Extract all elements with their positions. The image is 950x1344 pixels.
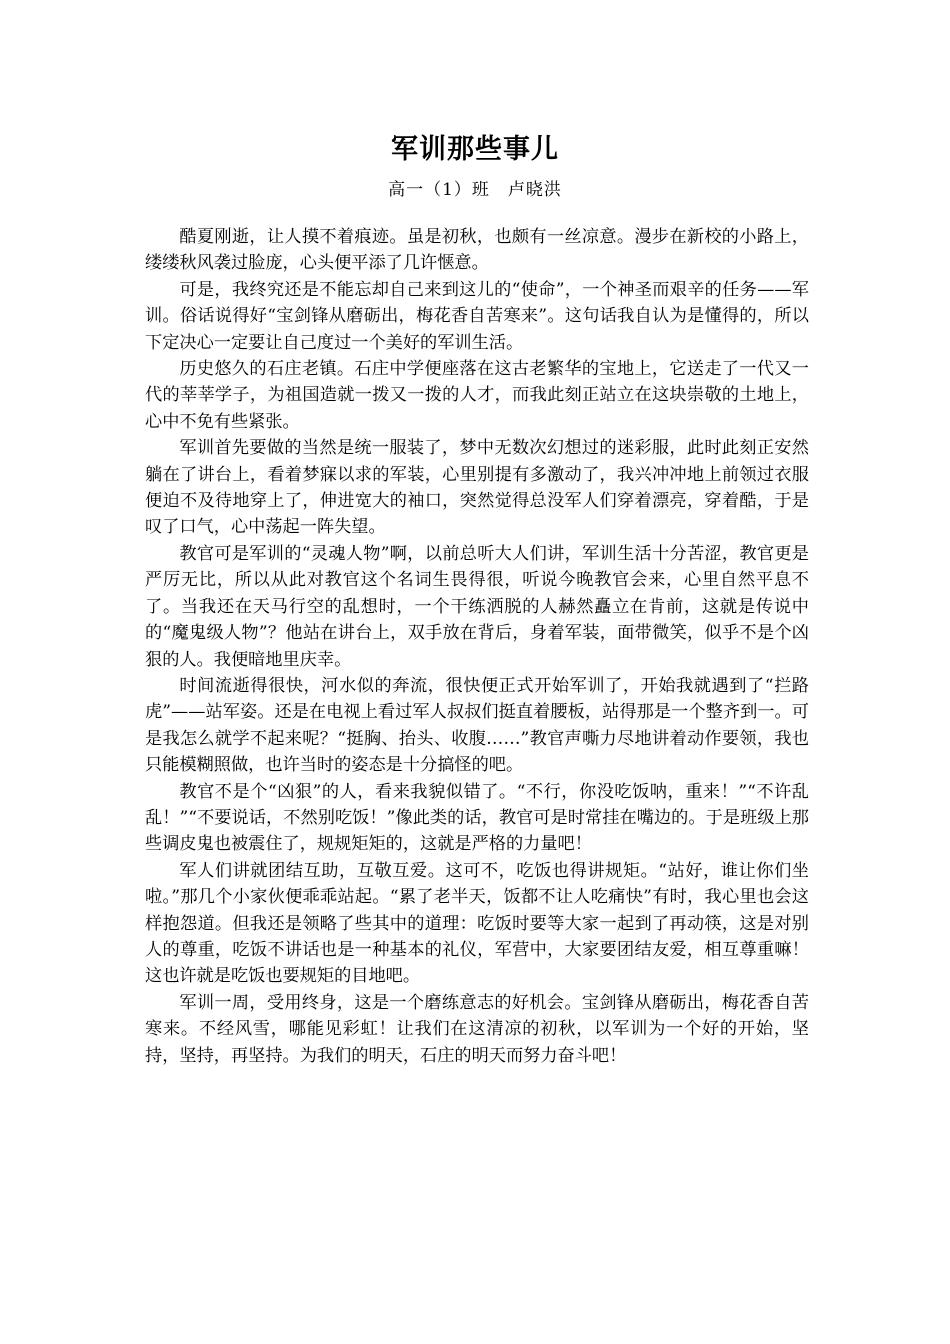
paragraph: 历史悠久的石庄老镇。石庄中学便座落在这古老繁华的宝地上，它送走了一代又一代的莘莘学子，为祖国造就一拨又一拨的人才，而我此刻正站立在这块崇敬的土地上，心中不免有些紧张。 [145, 359, 809, 432]
paragraph: 时间流逝得很快，河水似的奔流，很快便正式开始军训了，开始我就遇到了“拦路虎”——站军姿。还是在电视上看过军人叔叔们挺直着腰板，站得那是一个整齐到一。可是我怎么就学不起来呢？“挺胸、抬头、收腹……”教官声嘶力尽地讲着动作要领，我也只能模糊照做，也许当时的姿态是十分搞怪的吧。 [145, 675, 809, 776]
paragraph: 军人们讲就团结互助，互敬互爱。这可不，吃饭也得讲规矩。“站好，谁让你们坐啦。”那几个小家伙便乖乖站起。“累了老半天，饭都不让人吃痛快”有时，我心里也会这样抱怨道。但我还是领略了些其中的道理：吃饭时要等大家一起到了再动筷，这是对别人的尊重，吃饭不讲话也是一种基本的礼仪，军营中，大家要团结友爱，相互尊重嘛！这也许就是吃饭也要规矩的目地吧。 [145, 860, 809, 987]
paragraph: 酷夏刚逝，让人摸不着痕迹。虽是初秋，也颇有一丝凉意。漫步在新校的小路上，缕缕秋风袭过脸庞，心头便平添了几许惬意。 [145, 227, 809, 274]
article-body [145, 224, 809, 1069]
author-byline: 高一（1）班 卢晓洪 [388, 180, 562, 200]
document-title: 军训那些事儿 [391, 134, 559, 165]
paragraph: 军训首先要做的当然是统一服装了，梦中无数次幻想过的迷彩服，此时此刻正安然躺在了讲台上，看着梦寐以求的军装，心里别提有多激动了，我兴冲冲地上前领过衣服便迫不及待地穿上了，伸进宽大的袖口，突然觉得总没军人们穿着漂亮，穿着酷，于是叹了口气，心中荡起一阵失望。 [145, 438, 809, 538]
paragraph: 军训一周，受用终身，这是一个磨练意志的好机会。宝剑锋从磨砺出，梅花香自苦寒来。不经风雪，哪能见彩虹！让我们在这清凉的初秋，以军训为一个好的开始，坚持，坚持，再坚持。为我们的明天，石庄的明天而努力奋斗吧！ [145, 992, 809, 1066]
paragraph: 可是，我终究还是不能忘却自己来到这儿的“使命”，一个神圣而艰辛的任务——军训。俗话说得好“宝剑锋从磨砺出，梅花香自苦寒来”。这句话我自认为是懂得的，所以下定决心一定要让自己度过一个美好的军训生活。 [145, 279, 809, 353]
paragraph: 教官可是军训的“灵魂人物”啊，以前总听大人们讲，军训生活十分苦涩，教官更是严厉无比，所以从此对教官这个名词生畏得很，听说今晚教官会来，心里自然平息不了。当我还在天马行空的乱想时，一个干练洒脱的人赫然矗立在肯前，这就是传说中的“魔鬼级人物”？他站在讲台上，双手放在背后，身着军装，面带微笑，似乎不是个凶狠的人。我便暗地里庆幸。 [145, 543, 809, 670]
paragraph: 教官不是个“凶狠”的人，看来我貌似错了。“不行，你没吃饭呐，重来！”“不许乱乱！”“不要说话，不然别吃饭！”像此类的话，教官可是时常挂在嘴边的。于是班级上那些调皮鬼也被震住了，规规矩矩的，这就是严格的力量吧！ [145, 781, 809, 855]
